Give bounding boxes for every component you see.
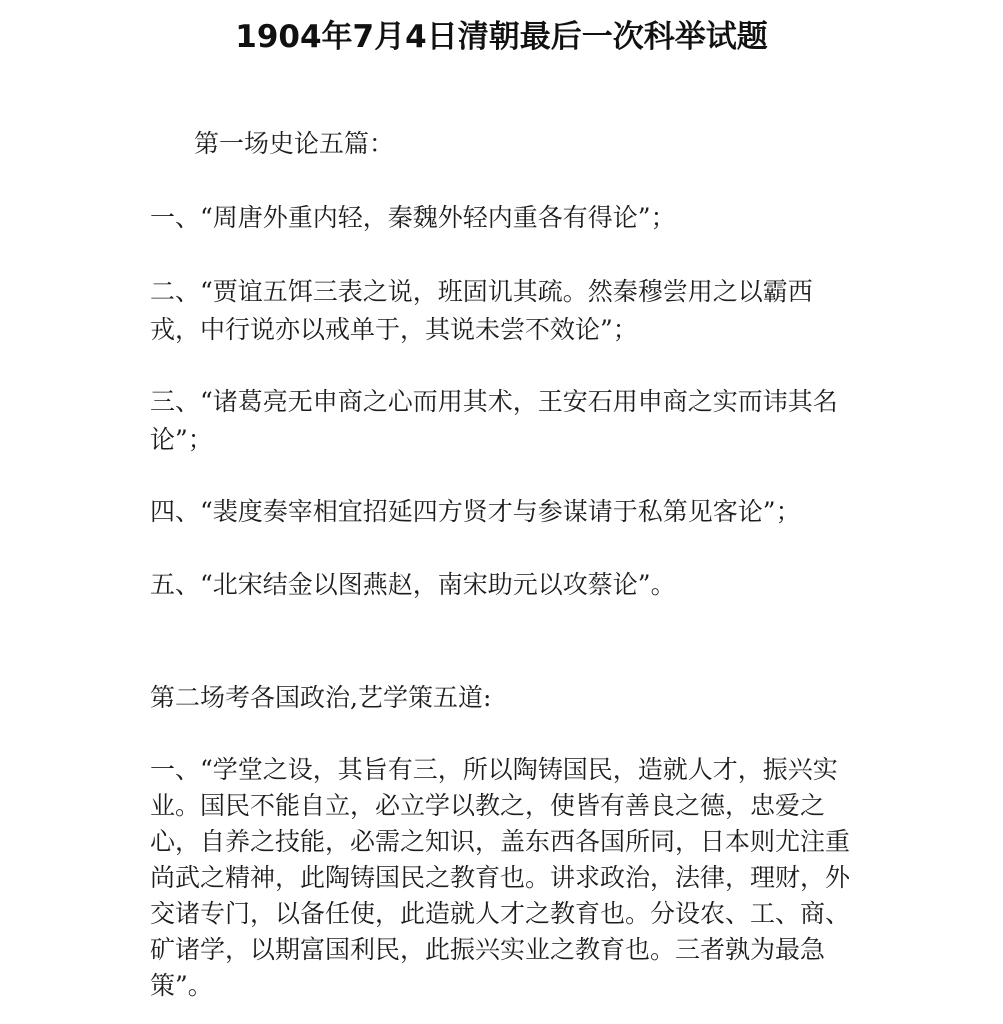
section2-item1-line1: 一、“学堂之设，其旨有三，所以陶铸国民，造就人才，振兴实: [150, 755, 838, 784]
section2-heading: 第二场考各国政治,艺学策五道:: [150, 683, 492, 712]
section2-item1-line5: 交诸专门，以备任使，此造就人才之教育也。分设农、工、商、: [150, 899, 851, 928]
section2-item1-line4: 尚武之精神，此陶铸国民之教育也。讲求政治，法律，理财，外: [150, 863, 851, 892]
section1-item2-line2: 戎，中行说亦以戒单于，其说未尝不效论”；: [150, 315, 638, 344]
section1-item2-line1: 二、“贾谊五饵三表之说，班固讥其疏。然秦穆尝用之以霸西: [150, 277, 813, 306]
section1-item3-line2: 论”；: [150, 425, 213, 454]
section1-item3-line1: 三、“诸葛亮无申商之心而用其术，王安石用申商之实而讳其名: [150, 387, 838, 416]
section2-item1-line6: 矿诸学，以期富国利民，此振兴实业之教育也。三者孰为最急: [150, 935, 826, 964]
section2-item1-line2: 业。国民不能自立，必立学以教之，使皆有善良之德，忠爱之: [150, 791, 826, 820]
section2-item1-line7: 策”。: [150, 971, 213, 1000]
section1-heading: 第一场史论五篇：: [194, 129, 395, 158]
section2-item1-line3: 心，自养之技能，必需之知识，盖东西各国所同，日本则尤注重: [150, 827, 851, 856]
section1-item5-line1: 五、“北宋结金以图燕赵，南宋助元以攻蔡论”。: [150, 570, 676, 599]
document-title: 1904年7月4日清朝最后一次科举试题: [235, 19, 768, 55]
section1-item1-line1: 一、“周唐外重内轻，秦魏外轻内重各有得论”；: [150, 203, 676, 232]
section1-item4-line1: 四、“裴度奏宰相宜招延四方贤才与参谋请于私第见客论”；: [150, 497, 801, 526]
